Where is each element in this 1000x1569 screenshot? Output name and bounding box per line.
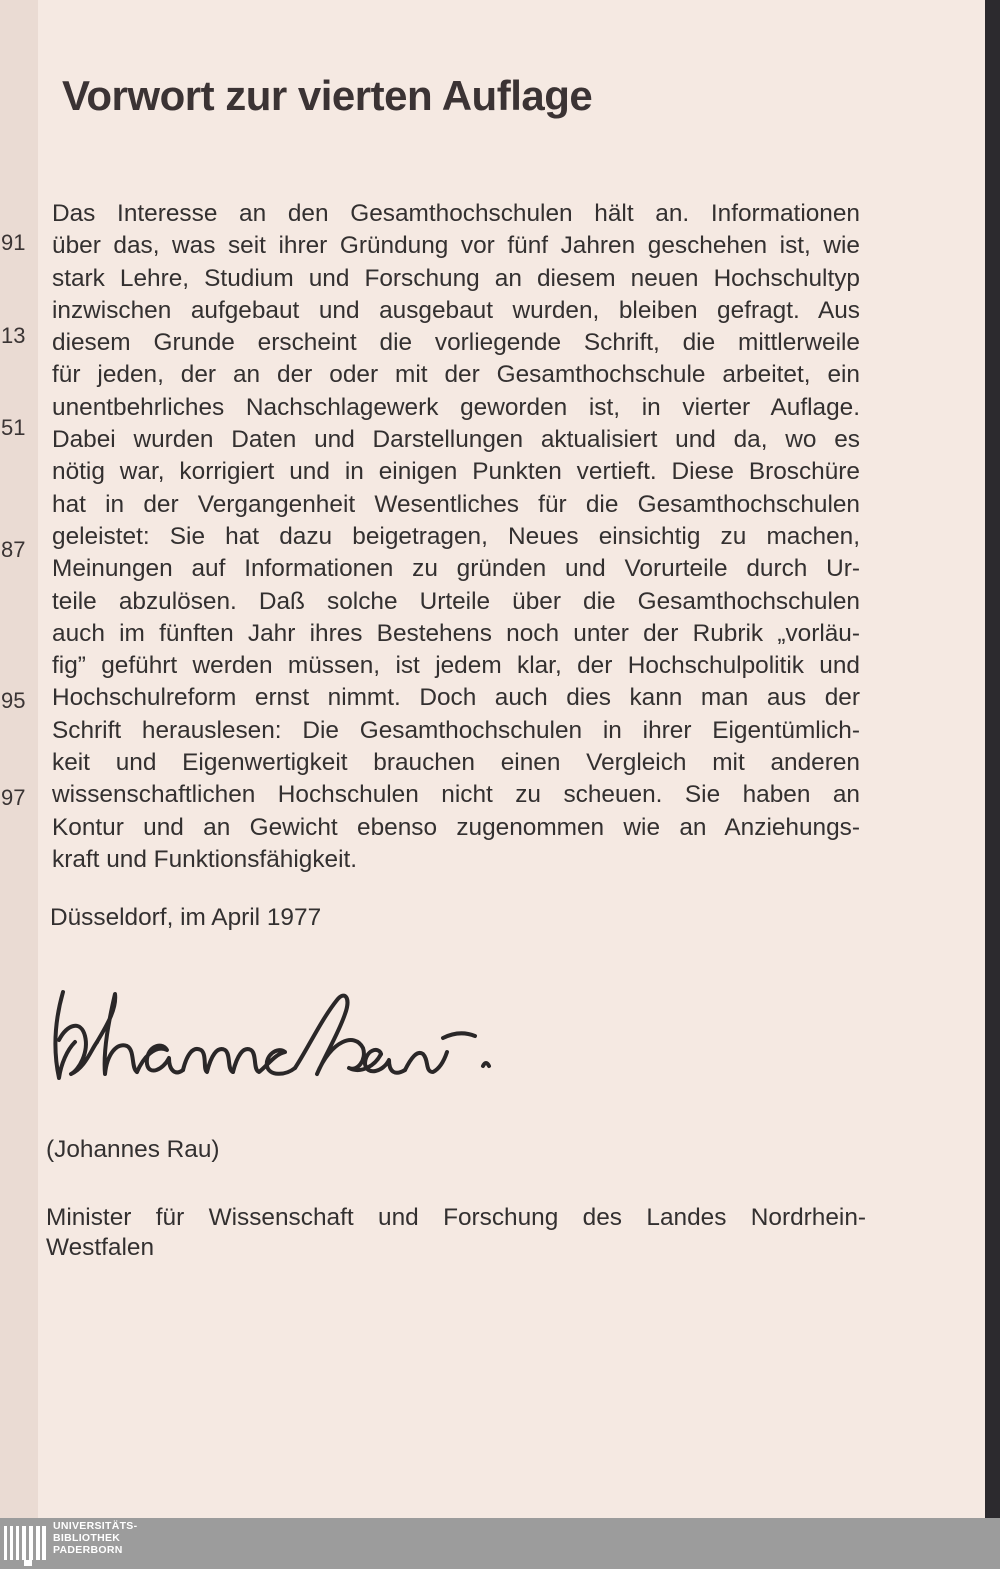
- text-line: keit und Eigenwertigkeit brauchen einen Vergleich mit anderen: [52, 749, 860, 777]
- text-line: Meinungen auf Informationen zu gründen und Vorurteile durch Ur-: [52, 555, 860, 583]
- library-name-line: UNIVERSITÄTS-: [53, 1520, 138, 1532]
- author-name: (Johannes Rau): [46, 1136, 220, 1163]
- text-line: geleistet: Sie hat dazu beigetragen, Neues einsichtig zu machen,: [52, 522, 860, 550]
- page-title: Vorwort zur vierten Auflage: [62, 72, 593, 119]
- library-footer: [0, 1518, 1000, 1569]
- text-line: für jeden, der an der oder mit der Gesamthochschule arbeitet, ein: [52, 361, 860, 389]
- text-line: inzwischen aufgebaut und ausgebaut wurden, bleiben gefragt. Aus: [52, 296, 860, 324]
- text-line: Kontur und an Gewicht ebenso zugenommen wie an Anziehungs-: [52, 813, 860, 841]
- text-line: Minister für Wissenschaft und Forschung des Landes Nordrhein-: [46, 1204, 866, 1231]
- text-line: fig” geführt werden müssen, ist jedem klar, der Hochschulpolitik und: [52, 652, 860, 680]
- text-line: Hochschulreform ernst nimmt. Doch auch dies kann man aus der: [52, 684, 860, 712]
- author-role: [46, 1203, 866, 1263]
- text-line: hat in der Vergangenheit Wesentliches für die Gesamthochschulen: [52, 490, 860, 518]
- margin-number: 87: [1, 537, 26, 562]
- text-line: diesem Grunde erscheint die vorliegende Schrift, die mittlerweile: [52, 329, 860, 357]
- text-line: auch im fünften Jahr ihres Bestehens noch unter der Rubrik „vorläu-: [52, 619, 860, 647]
- library-name: [53, 1520, 137, 1556]
- library-name-line: BIBLIOTHEK: [53, 1532, 121, 1544]
- margin-number: 13: [1, 323, 26, 348]
- margin-number: 51: [1, 415, 26, 440]
- margin-number: 97: [1, 785, 26, 810]
- preface-body: [52, 198, 860, 876]
- margin-number: 95: [1, 688, 26, 713]
- library-name-line: PADERBORN: [53, 1544, 123, 1556]
- text-line: Westfalen: [46, 1234, 155, 1261]
- text-line: stark Lehre, Studium und Forschung an diesem neuen Hochschultyp: [52, 264, 860, 292]
- text-line: wissenschaftlichen Hochschulen nicht zu scheuen. Sie haben an: [52, 781, 860, 809]
- place-date: Düsseldorf, im April 1977: [50, 904, 322, 931]
- text-line: Schrift herauslesen: Die Gesamthochschulen in ihrer Eigentümlich-: [52, 716, 860, 744]
- text-line: kraft und Funktionsfähigkeit.: [52, 845, 358, 873]
- signature: [45, 980, 515, 1090]
- margin-number: 91: [1, 230, 26, 255]
- text-line: Das Interesse an den Gesamthochschulen hält an. Informationen: [52, 200, 860, 227]
- text-line: unentbehrliches Nachschlagewerk geworden ist, in vierter Auflage.: [52, 393, 860, 421]
- previous-page-edge: [0, 0, 39, 1518]
- page-edge-shadow: [985, 0, 1000, 1518]
- text-line: nötig war, korrigiert und in einigen Punkten vertieft. Diese Broschüre: [52, 458, 860, 486]
- text-line: über das, was seit ihrer Gründung vor fünf Jahren geschehen ist, wie: [52, 232, 860, 260]
- text-line: Dabei wurden Daten und Darstellungen aktualisiert und da, wo es: [52, 426, 860, 454]
- text-line: teile abzulösen. Daß solche Urteile über die Gesamthochschulen: [52, 587, 860, 615]
- library-logo-icon: [4, 1520, 48, 1566]
